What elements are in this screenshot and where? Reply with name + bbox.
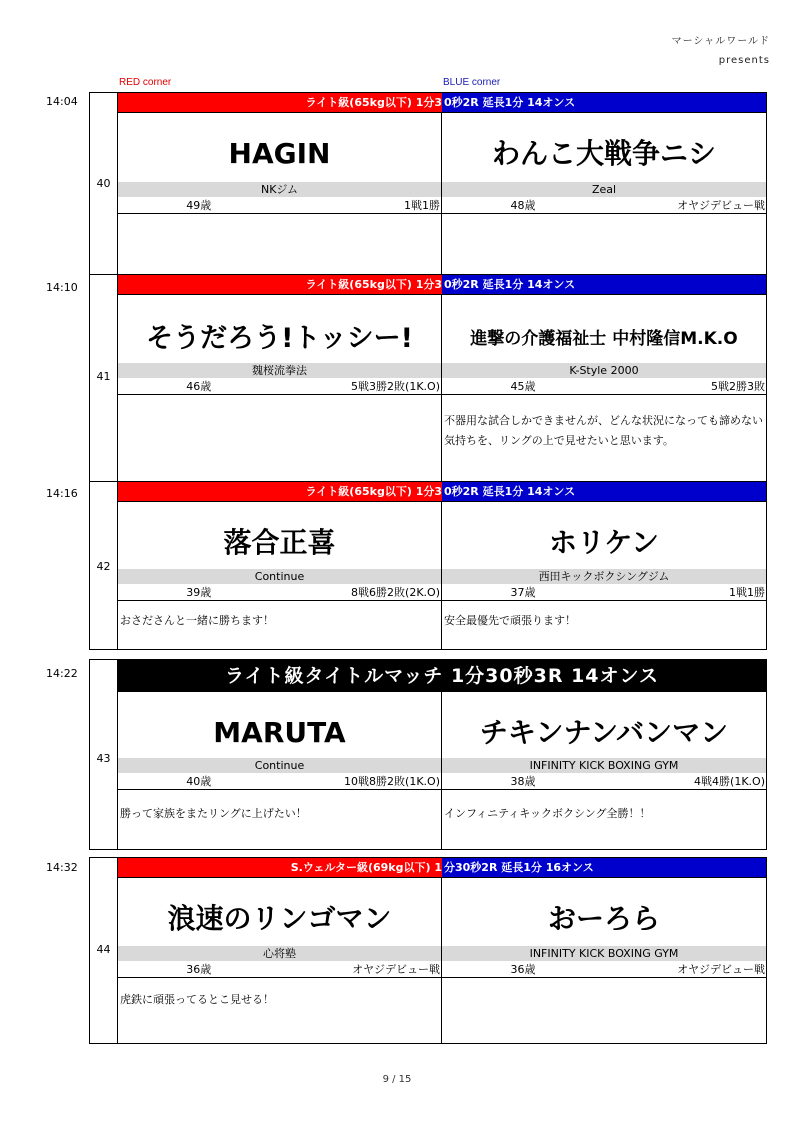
- rules-band: [118, 275, 766, 295]
- bout-card: [89, 274, 767, 482]
- page-number: 9 / 15: [382, 1074, 412, 1085]
- bout-number-column: [90, 275, 118, 481]
- bout-number: 42: [96, 560, 111, 573]
- fighter-age: 40歳: [186, 775, 212, 788]
- fighter-record-row: [442, 197, 766, 214]
- fighter-comment: 安全最優先で頑張ります！: [444, 614, 576, 627]
- fighter-gym: Continue: [118, 758, 441, 773]
- fighter-age: 36歳: [510, 963, 536, 976]
- bout-number: 41: [96, 370, 111, 383]
- fighter-name: わんこ大戦争ニシ: [491, 137, 716, 170]
- fighter-name: 進撃の介護福祉士 中村隆信M.K.O: [470, 329, 738, 349]
- fighter-name: 浪速のリンゴマン: [167, 902, 392, 935]
- bout-time: 14:32: [46, 861, 78, 874]
- bout-card: [89, 857, 767, 1044]
- fighter-record-row: [442, 773, 766, 790]
- rules-band-blue: 0秒2R 延長1分 14オンス: [442, 93, 766, 112]
- organizer-name: マーシャルワールド: [671, 36, 770, 47]
- red-fighter: [118, 113, 442, 274]
- fighter-record: オヤジデビュー戦: [352, 963, 440, 976]
- fighter-gym: INFINITY KICK BOXING GYM: [442, 758, 766, 773]
- fighter-record-row: [118, 584, 441, 601]
- fighter-comment: 勝って家族をまたリングに上げたい！: [120, 807, 307, 820]
- blue-fighter: [442, 692, 766, 849]
- fighter-age: 46歳: [186, 380, 212, 393]
- blue-corner-label: BLUE corner: [443, 77, 501, 88]
- blue-fighter: [442, 295, 766, 481]
- fighter-comment: おさださんと一緒に勝ちます！: [120, 614, 274, 627]
- fighter-record: 8戦6勝2敗(2K.O): [351, 586, 440, 599]
- rules-band-red: ライト級(65kg以下) 1分3: [118, 482, 442, 501]
- bout-time: 14:22: [46, 667, 78, 680]
- fighter-name: MARUTA: [213, 716, 346, 749]
- fighter-comment: 虎鉄に頑張ってるとこ見せる！: [120, 993, 274, 1006]
- fighter-gym: NKジム: [118, 182, 441, 197]
- blue-fighter: [442, 113, 766, 274]
- rules-band: [118, 858, 766, 878]
- fighter-record-row: [118, 961, 441, 978]
- fighter-record-row: [442, 378, 766, 395]
- fighter-gym: Continue: [118, 569, 441, 584]
- bout-time: 14:10: [46, 281, 78, 294]
- red-fighter: [118, 878, 442, 1043]
- fighter-name: チキンナンバンマン: [479, 716, 729, 749]
- rules-band-red: ライト級(65kg以下) 1分3: [118, 275, 442, 294]
- fighter-record-row: [442, 961, 766, 978]
- rules-band-blue: 0秒2R 延長1分 14オンス: [442, 482, 766, 501]
- fighter-record-row: [442, 584, 766, 601]
- fighter-age: 48歳: [510, 199, 536, 212]
- fighter-name: そうだろう!トッシー!: [146, 323, 413, 354]
- bout-number-column: [90, 482, 118, 649]
- fighter-record-row: [118, 378, 441, 395]
- fighter-name: 落合正喜: [223, 526, 336, 559]
- bout-number: 40: [96, 177, 111, 190]
- bout-time: 14:16: [46, 487, 78, 500]
- fighter-name: ホリケン: [548, 526, 660, 559]
- blue-fighter: [442, 878, 766, 1043]
- rules-band: [118, 93, 766, 113]
- fighter-age: 45歳: [510, 380, 536, 393]
- fighter-age: 38歳: [510, 775, 536, 788]
- blue-fighter: [442, 502, 766, 649]
- rules-band-blue: 0秒2R 延長1分 14オンス: [442, 275, 766, 294]
- presents-label: presents: [718, 55, 770, 66]
- bout-number: 43: [96, 752, 111, 765]
- fighter-record: 1戦1勝: [404, 199, 440, 212]
- fighter-age: 36歳: [186, 963, 212, 976]
- fighter-record: 5戦3勝2敗(1K.O): [351, 380, 440, 393]
- red-fighter: [118, 295, 442, 481]
- red-fighter: [118, 502, 442, 649]
- fighter-name: おーろら: [547, 902, 660, 935]
- fighter-name: HAGIN: [228, 137, 331, 170]
- bout-card: [89, 659, 767, 850]
- fighter-gym: INFINITY KICK BOXING GYM: [442, 946, 766, 961]
- rules-band-red: S.ウェルター級(69kg以下) 1: [118, 858, 442, 877]
- fighter-record: オヤジデビュー戦: [677, 199, 765, 212]
- fighter-record: 4戦4勝(1K.O): [694, 775, 765, 788]
- fighter-record: オヤジデビュー戦: [677, 963, 765, 976]
- fighter-gym: 魏桜流拳法: [118, 363, 441, 378]
- fighter-record-row: [118, 773, 441, 790]
- fighter-gym: K-Style 2000: [442, 363, 766, 378]
- bout-time: 14:04: [46, 95, 78, 108]
- fighter-record: 5戦2勝3敗: [711, 380, 765, 393]
- fighter-comment: インフィニティキックボクシング全勝！！: [444, 807, 651, 820]
- fighter-age: 37歳: [510, 586, 536, 599]
- rules-band: [118, 482, 766, 502]
- bout-number-column: [90, 93, 118, 274]
- fighter-age: 49歳: [186, 199, 212, 212]
- title-match-band: ライト級タイトルマッチ 1分30秒3R 14オンス: [118, 660, 766, 692]
- red-fighter: [118, 692, 442, 849]
- fighter-gym: 心将塾: [118, 946, 441, 961]
- fighter-record-row: [118, 197, 441, 214]
- fighter-record: 10戦8勝2敗(1K.O): [344, 775, 440, 788]
- fighter-gym: Zeal: [442, 182, 766, 197]
- rules-band-blue: 分30秒2R 延長1分 16オンス: [442, 858, 766, 877]
- bout-card: [89, 481, 767, 650]
- fighter-record: 1戦1勝: [729, 586, 765, 599]
- fighter-age: 39歳: [186, 586, 212, 599]
- bout-card: [89, 92, 767, 275]
- fighter-gym: 西田キックボクシングジム: [442, 569, 766, 584]
- bout-number-column: [90, 660, 118, 849]
- fighter-comment: 不器用な試合しかできませんが、どんな状況になっても諦めない気持ちを、リングの上で見せたいと思います。: [444, 414, 763, 447]
- bout-number-column: [90, 858, 118, 1043]
- red-corner-label: RED corner: [119, 77, 172, 88]
- bout-number: 44: [96, 943, 111, 956]
- rules-band-red: ライト級(65kg以下) 1分3: [118, 93, 442, 112]
